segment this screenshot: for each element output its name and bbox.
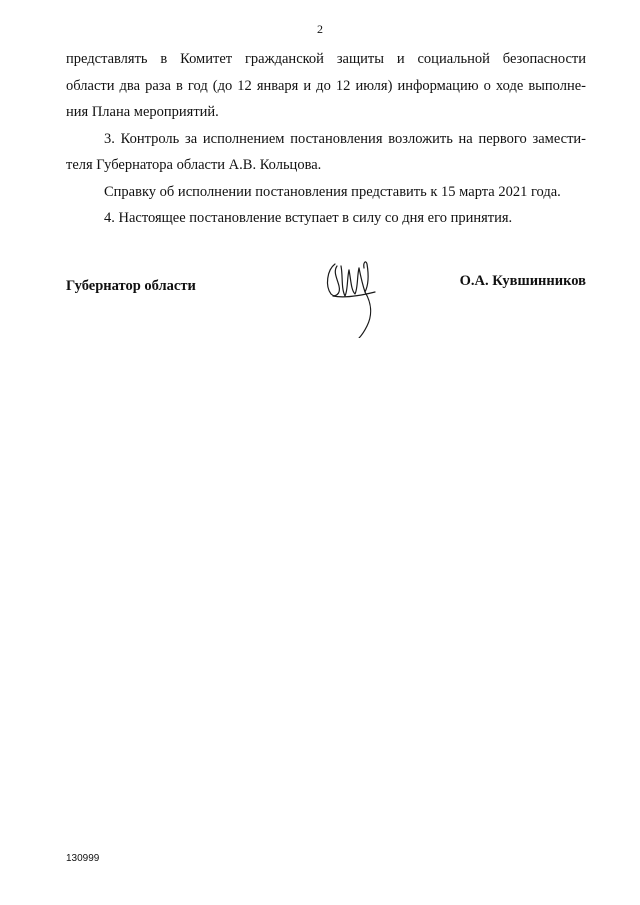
- paragraph-report: Справку об исполнении постановления представить к 15 марта 2021 года.: [104, 183, 561, 200]
- paragraph-item-3-continued: теля Губернатора области А.В. Кольцова.: [66, 157, 322, 173]
- paragraph-item-4: 4. Настоящее постановление вступает в силу со дня его принятия.: [104, 210, 513, 226]
- paragraph-line-1: представлять в Комитет гражданской защиты и социальной безопасности: [66, 51, 586, 67]
- signer-name: О.А. Кувшинников: [459, 273, 586, 289]
- paragraph-line-3: ния Плана мероприятий.: [66, 104, 219, 120]
- signature-block: [66, 273, 586, 346]
- document-body: [66, 46, 586, 232]
- handwritten-signature: [321, 256, 391, 338]
- signer-position: Губернатор области: [66, 278, 196, 294]
- paragraph-line-2: области два раза в год (до 12 января и до 12 июля) информацию о ходе выполне-: [66, 77, 586, 94]
- page-number: 2: [317, 22, 323, 36]
- paragraph-item-3: 3. Контроль за исполнением постановления возложить на первого замести-: [104, 130, 586, 147]
- document-code: 130999: [66, 853, 100, 864]
